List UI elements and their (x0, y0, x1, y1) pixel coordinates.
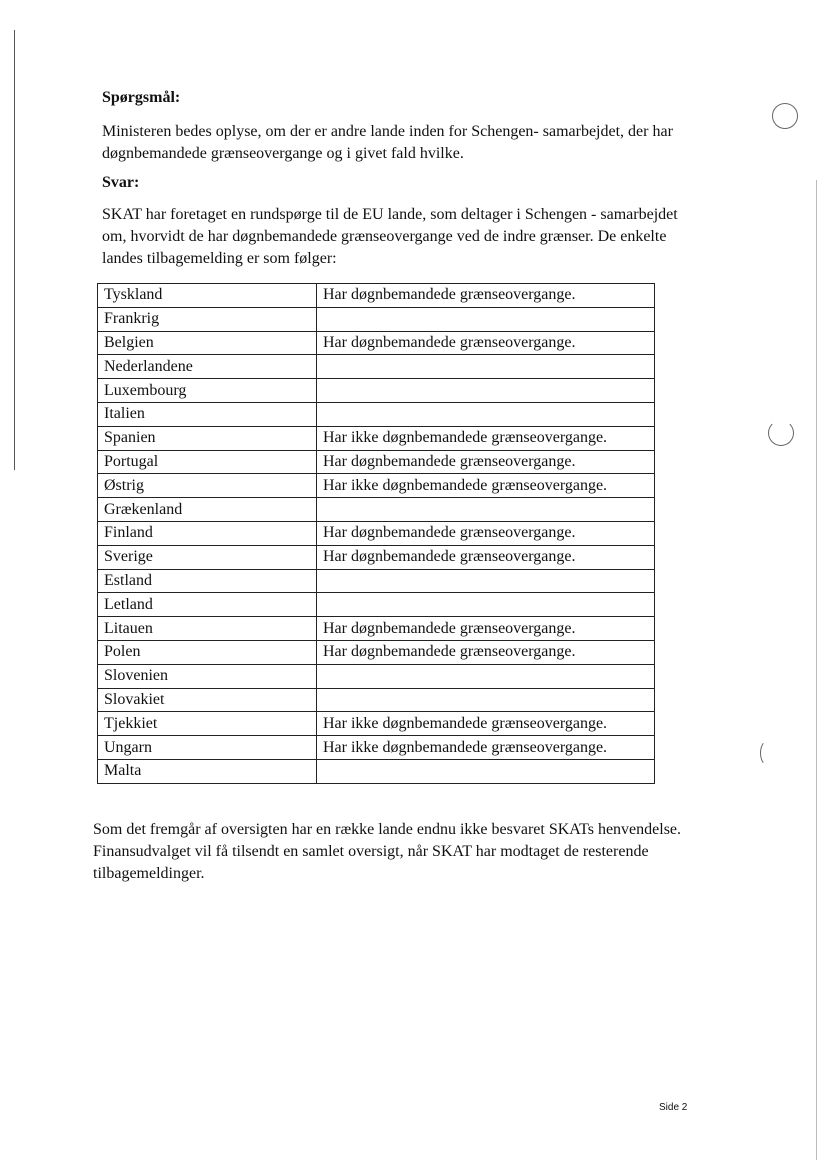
scan-edge-right (816, 180, 817, 1160)
table-row (98, 498, 655, 522)
country-cell: Slovenien (98, 664, 317, 688)
status-cell (317, 759, 655, 783)
country-cell: Luxembourg (98, 379, 317, 403)
status-cell (317, 355, 655, 379)
table-row (98, 402, 655, 426)
table-row (98, 426, 655, 450)
status-cell: Har døgnbemandede grænseovergange. (317, 331, 655, 355)
country-cell: Letland (98, 593, 317, 617)
status-cell: Har døgnbemandede grænseovergange. (317, 521, 655, 545)
table-row (98, 712, 655, 736)
country-cell: Ungarn (98, 736, 317, 760)
country-cell: Nederlandene (98, 355, 317, 379)
status-cell: Har ikke døgnbemandede grænseovergange. (317, 736, 655, 760)
country-cell: Italien (98, 402, 317, 426)
table-row (98, 474, 655, 498)
closing-paragraph: Som det fremgår af oversigten har en række lande endnu ikke besvaret SKATs henvendelse. Finansudvalget vil få tilsendt en samlet oversigt, når SKAT har modtaget de resterende tilbagemeldinger. (93, 821, 682, 882)
country-cell: Tyskland (98, 284, 317, 308)
table-row (98, 450, 655, 474)
country-cell: Sverige (98, 545, 317, 569)
table-row (98, 284, 655, 308)
country-cell: Tjekkiet (98, 712, 317, 736)
status-cell: Har ikke døgnbemandede grænseovergange. (317, 474, 655, 498)
status-cell: Har ikke døgnbemandede grænseovergange. (317, 712, 655, 736)
table-row (98, 307, 655, 331)
status-cell: Har døgnbemandede grænseovergange. (317, 640, 655, 664)
punch-hole-icon (760, 740, 776, 766)
status-cell: Har døgnbemandede grænseovergange. (317, 450, 655, 474)
status-cell: Har døgnbemandede grænseovergange. (317, 617, 655, 641)
table-row (98, 617, 655, 641)
page-number: Side 2 (659, 1102, 688, 1113)
status-cell: Har døgnbemandede grænseovergange. (317, 284, 655, 308)
status-cell (317, 593, 655, 617)
status-cell: Har døgnbemandede grænseovergange. (317, 545, 655, 569)
table-row (98, 640, 655, 664)
status-cell (317, 307, 655, 331)
table-row (98, 736, 655, 760)
status-cell (317, 402, 655, 426)
table-row (98, 593, 655, 617)
table-row (98, 331, 655, 355)
table-row (98, 569, 655, 593)
country-cell: Spanien (98, 426, 317, 450)
table-row (98, 355, 655, 379)
table-row (98, 521, 655, 545)
status-cell (317, 498, 655, 522)
table-row (98, 545, 655, 569)
scan-edge-left (14, 30, 15, 470)
country-cell: Finland (98, 521, 317, 545)
country-cell: Belgien (98, 331, 317, 355)
table-row (98, 759, 655, 783)
country-cell: Polen (98, 640, 317, 664)
question-text: Ministeren bedes oplyse, om der er andre lande inden for Schengen- samarbejdet, der har døgnbemandede grænseovergange og i givet fald hvilke. (102, 123, 673, 162)
country-status-table (97, 283, 655, 784)
country-cell: Frankrig (98, 307, 317, 331)
punch-hole-icon (772, 103, 798, 129)
country-cell: Litauen (98, 617, 317, 641)
table-row (98, 688, 655, 712)
status-cell (317, 569, 655, 593)
question-heading: Spørgsmål: (102, 89, 181, 106)
answer-heading: Svar: (102, 174, 140, 191)
table-row (98, 379, 655, 403)
status-cell (317, 664, 655, 688)
country-cell: Malta (98, 759, 317, 783)
country-cell: Estland (98, 569, 317, 593)
punch-hole-icon (768, 420, 794, 446)
table-row (98, 664, 655, 688)
country-cell: Østrig (98, 474, 317, 498)
status-cell (317, 379, 655, 403)
answer-text: SKAT har foretaget en rundspørge til de EU lande, som deltager i Schengen - samarbejdet om, hvorvidt de har døgnbemandede grænseovergange ved de indre grænser. De enkelte landes tilbagemelding er som følger: (102, 206, 678, 267)
status-cell (317, 688, 655, 712)
country-cell: Grækenland (98, 498, 317, 522)
country-cell: Portugal (98, 450, 317, 474)
country-cell: Slovakiet (98, 688, 317, 712)
status-cell: Har ikke døgnbemandede grænseovergange. (317, 426, 655, 450)
